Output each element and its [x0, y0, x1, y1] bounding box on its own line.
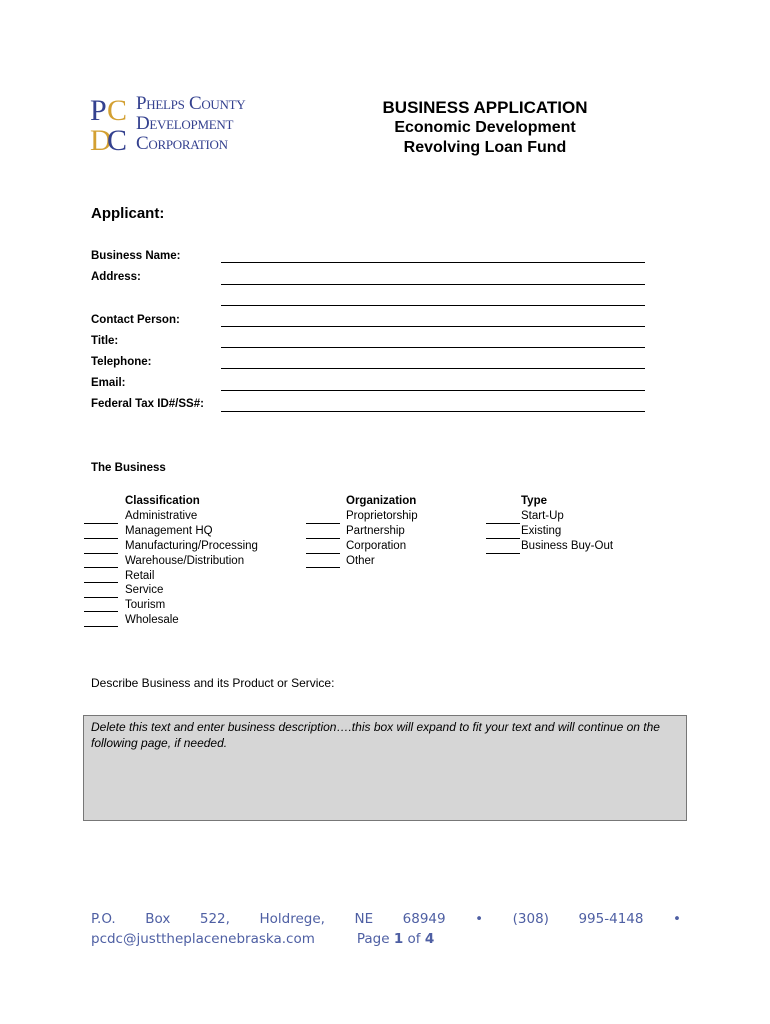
classification-option: Retail	[125, 570, 155, 582]
classification-blank[interactable]	[84, 523, 118, 524]
email-field[interactable]	[221, 390, 645, 391]
of-word: of	[407, 931, 421, 947]
email-label: Email:	[91, 377, 126, 389]
organization-blank[interactable]	[306, 553, 340, 554]
page-total: 4	[424, 931, 435, 947]
page-word: Page	[356, 931, 390, 947]
business-name-field[interactable]	[221, 262, 645, 263]
footer-phone: 995-4148	[578, 911, 644, 927]
pcdc-logo	[90, 92, 265, 154]
type-option: Existing	[521, 525, 562, 537]
classification-blank[interactable]	[84, 538, 118, 539]
business-description-text[interactable]: Delete this text and enter business description….this box will expand to fit your text and will continue on the following page, if needed.	[91, 720, 660, 750]
telephone-label: Telephone:	[91, 356, 152, 368]
classification-blank[interactable]	[84, 582, 118, 583]
classification-option: Warehouse/Distribution	[125, 555, 245, 567]
title-line2: Economic Development	[394, 119, 576, 136]
footer-bullet: •	[475, 911, 484, 927]
classification-header: Classification	[125, 495, 200, 507]
tax-id-label: Federal Tax ID#/SS#:	[91, 398, 204, 410]
organization-option: Partnership	[346, 525, 405, 537]
page-indicator	[357, 929, 434, 949]
tax-id-field[interactable]	[221, 411, 645, 412]
classification-blank[interactable]	[84, 611, 118, 612]
address-label: Address:	[91, 271, 141, 283]
classification-option: Manufacturing/Processing	[125, 540, 258, 552]
type-blank[interactable]	[486, 553, 520, 554]
organization-blank[interactable]	[306, 523, 340, 524]
classification-blank[interactable]	[84, 597, 118, 598]
type-option: Start-Up	[521, 510, 564, 522]
business-name-label: Business Name:	[91, 250, 181, 262]
page-number: 1	[393, 931, 404, 947]
classification-blank[interactable]	[84, 567, 118, 568]
applicant-heading: Applicant:	[91, 205, 165, 222]
footer-area-code: (308)	[512, 911, 549, 927]
footer-bullet: •	[673, 911, 681, 927]
footer	[91, 909, 681, 949]
organization-option: Other	[346, 555, 375, 567]
logo-line3: Corporation	[136, 133, 228, 154]
svg-text:P: P	[90, 94, 107, 127]
type-option: Business Buy-Out	[521, 540, 614, 552]
footer-zip: 68949	[402, 911, 446, 927]
type-blank[interactable]	[486, 538, 520, 539]
organization-option: Proprietorship	[346, 510, 418, 522]
address-field-2[interactable]	[221, 305, 645, 306]
address-field-1[interactable]	[221, 284, 645, 285]
business-heading: The Business	[91, 462, 166, 474]
classification-blank[interactable]	[84, 553, 118, 554]
logo-line2: Development	[136, 113, 234, 134]
footer-contact-line	[91, 929, 681, 949]
classification-option: Administrative	[125, 510, 198, 522]
type-header: Type	[521, 495, 547, 507]
logo-line1: Phelps County	[136, 93, 246, 114]
document-title	[330, 97, 640, 158]
title-label: Title:	[91, 335, 119, 347]
organization-blank[interactable]	[306, 538, 340, 539]
title-line1: BUSINESS APPLICATION	[382, 98, 588, 117]
footer-address-line	[91, 909, 681, 929]
title-field[interactable]	[221, 347, 645, 348]
classification-option: Management HQ	[125, 525, 213, 537]
pcdc-monogram-icon	[90, 92, 132, 152]
classification-option: Wholesale	[125, 614, 179, 626]
classification-blank[interactable]	[84, 626, 118, 627]
svg-text:C: C	[107, 94, 128, 127]
describe-business-label: Describe Business and its Product or Service:	[91, 676, 335, 690]
organization-blank[interactable]	[306, 567, 340, 568]
classification-option: Tourism	[125, 599, 166, 611]
footer-city: Holdrege,	[259, 911, 325, 927]
contact-person-label: Contact Person:	[91, 314, 180, 326]
footer-email-link[interactable]: pcdc@justtheplacenebraska.com	[91, 931, 315, 947]
title-line3: Revolving Loan Fund	[403, 139, 567, 156]
svg-text:D: D	[90, 124, 112, 152]
footer-state: NE	[354, 911, 374, 927]
classification-option: Service	[125, 584, 164, 596]
svg-text:C: C	[107, 124, 128, 152]
business-description-box[interactable]	[83, 715, 687, 821]
logo-text	[136, 94, 245, 154]
footer-box: Box	[145, 911, 171, 927]
type-blank[interactable]	[486, 523, 520, 524]
telephone-field[interactable]	[221, 368, 645, 369]
footer-po: P.O.	[91, 911, 116, 927]
contact-person-field[interactable]	[221, 326, 645, 327]
organization-header: Organization	[346, 495, 417, 507]
footer-box-number: 522,	[199, 911, 230, 927]
organization-option: Corporation	[346, 540, 407, 552]
